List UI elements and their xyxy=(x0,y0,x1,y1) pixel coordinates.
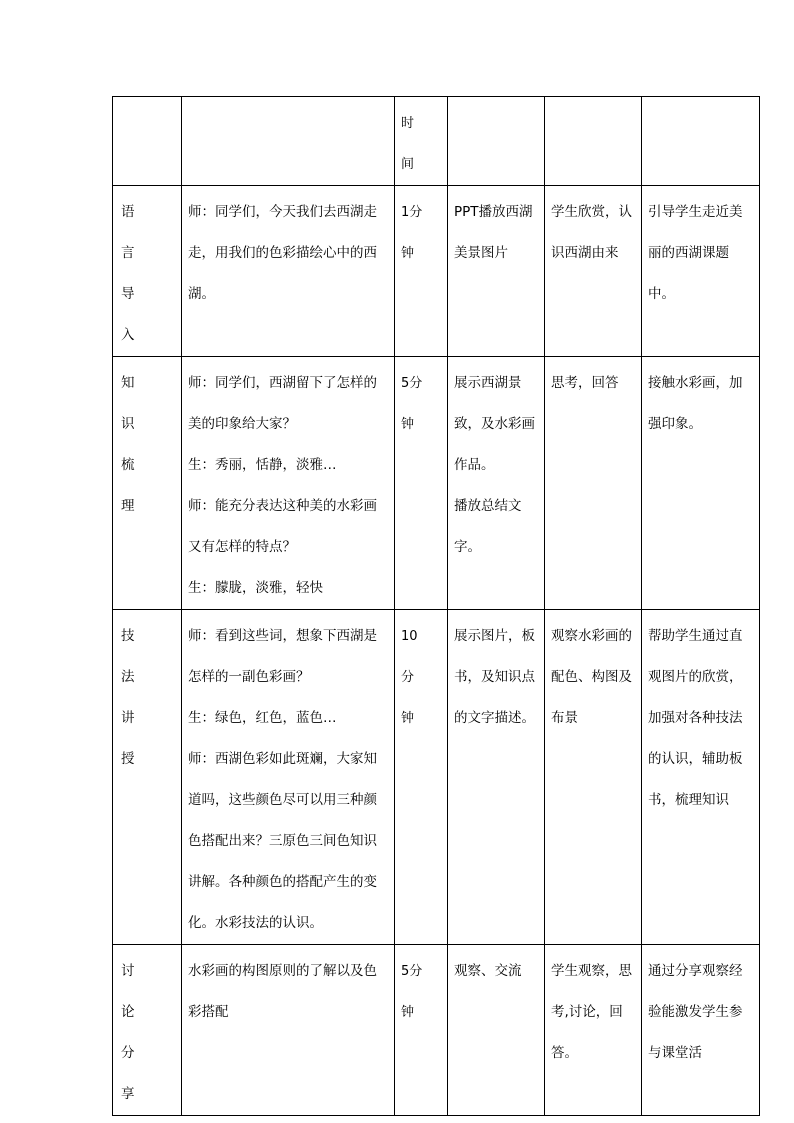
header-cell-4 xyxy=(448,97,545,186)
time-cell: 5分 钟 xyxy=(395,357,448,610)
teacher-activity-cell: PPT播放西湖美景图片 xyxy=(448,186,545,357)
student-activity-cell: 学生欣赏，认识西湖由来 xyxy=(545,186,642,357)
table-row xyxy=(113,610,760,945)
student-activity-cell: 学生观察，思考,讨论，回答。 xyxy=(545,945,642,1116)
section-cell: 语言 导入 xyxy=(113,186,182,357)
time-cell: 5分 钟 xyxy=(395,945,448,1116)
student-activity-cell: 思考，回答 xyxy=(545,357,642,610)
table-row xyxy=(113,945,760,1116)
teacher-activity-cell: 观察、交流 xyxy=(448,945,545,1116)
header-cell-1 xyxy=(113,97,182,186)
header-cell-6 xyxy=(642,97,760,186)
content-cell xyxy=(182,186,395,357)
teacher-activity-cell: 展示西湖景致，及水彩画作品。 播放总结文字。 xyxy=(448,357,545,610)
intent-cell: 接触水彩画，加强印象。 xyxy=(642,357,760,610)
content-paragraph: 水彩画的构图原则的了解以及色彩搭配 xyxy=(188,963,377,1020)
section-cell: 技法 讲授 xyxy=(113,610,182,945)
time-cell: 1分 钟 xyxy=(395,186,448,357)
intent-cell: 帮助学生通过直观图片的欣赏，加强对各种技法的认识，辅助板书，梳理知识 xyxy=(642,610,760,945)
table-header-row xyxy=(113,97,760,186)
content-cell xyxy=(182,610,395,945)
content-cell xyxy=(182,357,395,610)
content-paragraph: 师：能充分表达这种美的水彩画又有怎样的特点？ xyxy=(188,498,377,555)
teacher-activity-cell: 展示图片，板书，及知识点的文字描述。 xyxy=(448,610,545,945)
student-activity-cell: 观察水彩画的配色、构图及布景 xyxy=(545,610,642,945)
lesson-plan-table xyxy=(112,96,760,1116)
content-paragraph: 师：看到这些词，想象下西湖是怎样的一副色彩画？ xyxy=(188,628,377,685)
content-paragraph: 生：秀丽，恬静，淡雅… xyxy=(188,457,337,473)
content-paragraph: 生：朦胧，淡雅，轻快 xyxy=(188,580,323,596)
section-cell: 知识 梳理 xyxy=(113,357,182,610)
content-paragraph: 师：同学们，西湖留下了怎样的美的印象给大家？ xyxy=(188,375,377,432)
content-paragraph: 师：西湖色彩如此斑斓，大家知道吗，这些颜色尽可以用三种颜色搭配出来？三原色三间色知识讲解。各种颜色的搭配产生的变化。水彩技法的认识。 xyxy=(188,751,377,931)
header-cell-2 xyxy=(182,97,395,186)
time-cell: 10 分 钟 xyxy=(395,610,448,945)
table-row xyxy=(113,186,760,357)
header-cell-5 xyxy=(545,97,642,186)
header-cell-time: 时 间 xyxy=(395,97,448,186)
intent-cell: 引导学生走近美丽的西湖课题中。 xyxy=(642,186,760,357)
table-row xyxy=(113,357,760,610)
content-cell xyxy=(182,945,395,1116)
content-paragraph: 师：同学们，今天我们去西湖走走，用我们的色彩描绘心中的西湖。 xyxy=(188,204,377,302)
intent-cell: 通过分享观察经验能激发学生参与课堂活 xyxy=(642,945,760,1116)
content-paragraph: 生：绿色，红色，蓝色… xyxy=(188,710,337,726)
section-cell: 讨论 分享 xyxy=(113,945,182,1116)
